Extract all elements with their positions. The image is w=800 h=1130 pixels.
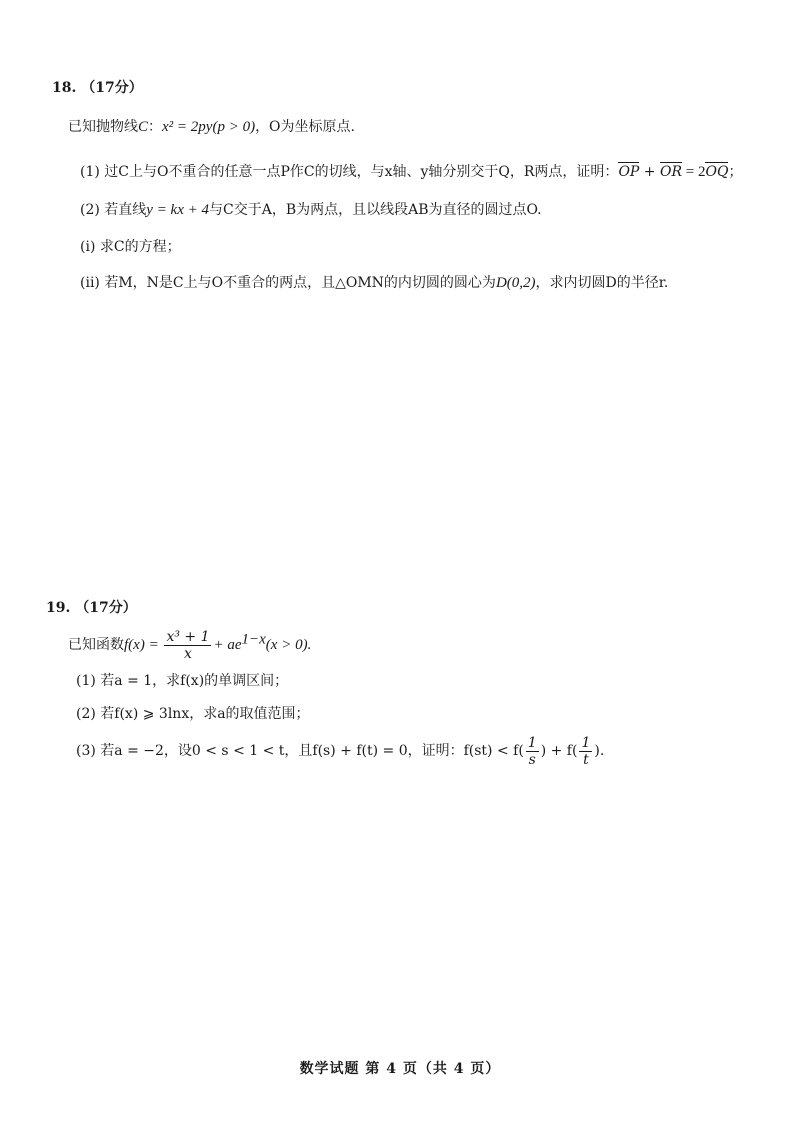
- question-points: （17分）: [81, 80, 143, 96]
- question-number: 19.: [46, 600, 71, 616]
- parabola-equation: x² = 2py(p > 0): [162, 119, 256, 135]
- question-19-intro: 已知函数f(x) = $\frac{\text{x³ + 1}}{x}$ + $ae^{1-x}(x > 0)$.: [68, 628, 312, 662]
- fraction: $\frac{1}{t}$: [581, 734, 591, 768]
- question-18-intro: 已知抛物线C：x² = 2py(p > 0)，O为坐标原点.: [68, 119, 355, 135]
- question-18-part-2: (2) 若直线y = kx + 4与C交于A，B为两点，且以线段AB为直径的圆过点O.: [80, 202, 542, 218]
- question-19-part-1: (1) 若a = 1，求f(x)的单调区间；: [76, 673, 289, 689]
- vector-op: OP: [618, 164, 640, 180]
- fraction: $\frac{1}{s}$: [527, 734, 537, 768]
- question-number: 18.: [52, 80, 77, 96]
- question-points: （17分）: [75, 600, 137, 616]
- question-19-part-3: (3) 若a = −2，设0 < s < 1 < t，且f(s) + f(t) = 0，证明：f(st) < f( $\frac{1}{s}$ ) + f( $\frac{1}{t}$ ).: [76, 734, 605, 768]
- line-equation: y = kx + 4: [146, 202, 209, 218]
- vector-oq: OQ: [705, 164, 729, 180]
- question-19-part-2: (2) 若f(x) ⩾ 3lnx，求a的取值范围；: [76, 706, 310, 722]
- question-18-part-1: (1) 过C上与O不重合的任意一点P作C的切线，与x轴、y轴分别交于Q，R两点，证明：OP + OR = 2OQ；: [80, 164, 743, 180]
- incenter-point: D(0,2): [495, 275, 536, 291]
- question-18-header: [52, 78, 143, 98]
- question-18-part-2-i: (i) 求C的方程；: [80, 239, 181, 255]
- question-19-header: [46, 598, 137, 618]
- page-footer: 数学试题 第 4 页（共 4 页）: [299, 1061, 501, 1077]
- fraction: $\frac{\text{x³ + 1}}{x}$: [166, 628, 210, 662]
- vector-or: OR: [659, 164, 683, 180]
- question-18-part-2-ii: (ii) 若M，N是C上与O不重合的两点，且△OMN的内切圆的圆心为D(0,2)，求内切圆D的半径r.: [80, 275, 669, 291]
